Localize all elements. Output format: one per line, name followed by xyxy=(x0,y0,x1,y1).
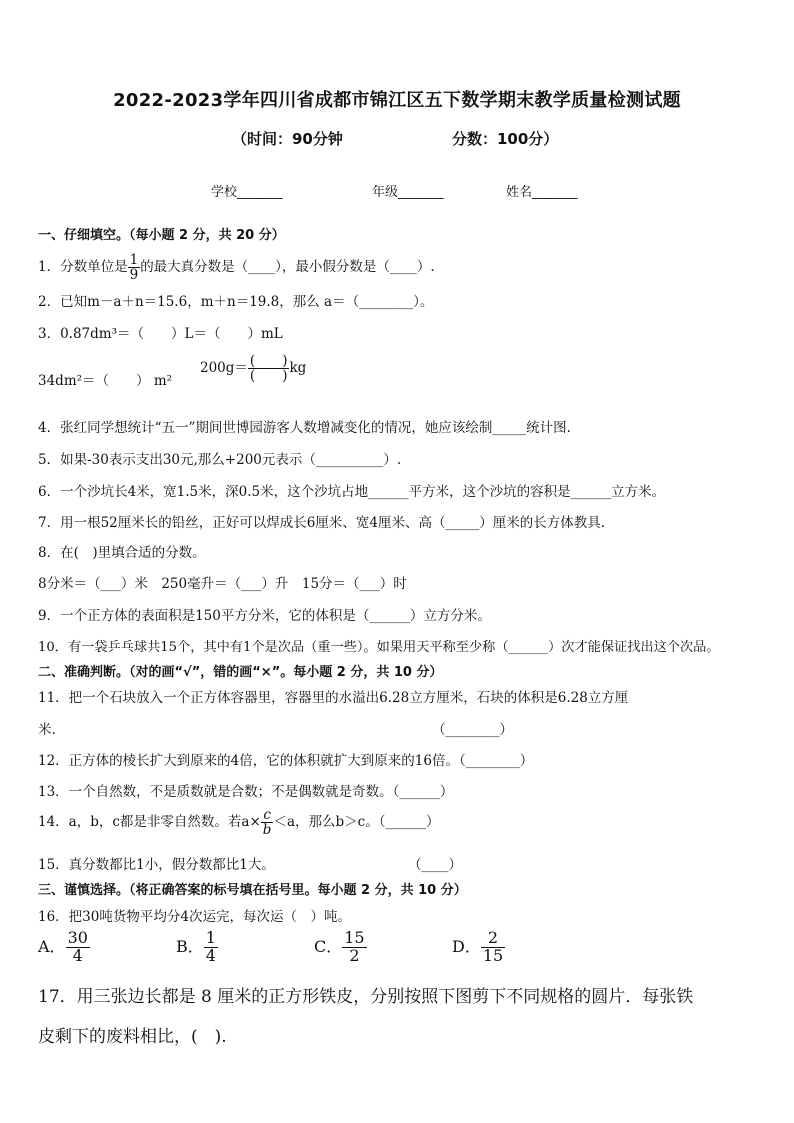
q16-option-b-letter: B． xyxy=(176,936,204,956)
question-4: 4．张红同学想统计“五一”期间世博园游客人数增减变化的情况，她应该绘制_____统计图. xyxy=(38,420,571,436)
q16-option-d-fraction xyxy=(481,930,505,965)
q16-option-a-den: 4 xyxy=(72,945,83,965)
question-11-answer: （________） xyxy=(432,722,513,738)
q1-fraction xyxy=(128,253,141,282)
question-9: 9．一个正方体的表面积是150平方分米，它的体积是（______）立方分米。 xyxy=(38,608,491,624)
q3b-unit: kg xyxy=(289,360,307,377)
section-1-heading: 一、仔细填空。（每小题 2 分，共 20 分） xyxy=(38,228,285,243)
q16-option-d-den: 15 xyxy=(482,945,504,965)
question-14 xyxy=(38,808,439,837)
q16-option-c-num: 15 xyxy=(344,928,365,947)
q16-option-b-fraction xyxy=(204,930,218,965)
exam-score: 分数：100分） xyxy=(452,130,559,148)
q16-option-c-letter: C． xyxy=(314,936,343,956)
question-12: 12．正方体的棱长扩大到原来的4倍，它的体积就扩大到原来的16倍。（________） xyxy=(38,753,534,769)
q16-option-d-num: 2 xyxy=(481,930,505,948)
q16-option-b xyxy=(176,930,218,965)
question-5: 5．如果-30表示支出30元,那么+200元表示（__________）. xyxy=(38,452,402,468)
question-8-items: 8分米＝（___）米 250毫升＝（___）升 15分＝（___）时 xyxy=(38,576,407,592)
q16-option-d-letter: D． xyxy=(452,936,481,956)
q1-text-a: 1．分数单位是 xyxy=(38,259,128,276)
question-3: 3．0.87dm³＝（ ）L＝（ ）mL xyxy=(38,326,283,342)
q3b-text: 200g＝ xyxy=(200,360,248,377)
exam-time: （时间：90分钟 xyxy=(232,130,343,148)
question-1 xyxy=(38,253,435,282)
q3b-fraction-num: ( ) xyxy=(249,353,288,369)
q3b-fraction xyxy=(248,354,290,383)
question-3-part-b: 34dm²＝（ ） m² xyxy=(38,373,173,389)
q14-fraction xyxy=(261,808,274,837)
question-15-answer: （____） xyxy=(408,857,462,873)
question-17-cont: 皮剩下的废料相比，( ). xyxy=(38,1027,227,1047)
section-3-heading: 三、谨慎选择。（将正确答案的标号填在括号里。每小题 2 分，共 10 分） xyxy=(38,883,467,898)
school-field: 学校_______ xyxy=(211,185,283,200)
q14-text-a: 14．a，b，c都是非零自然数。若a× xyxy=(38,814,261,831)
q16-option-c xyxy=(314,930,367,965)
q16-option-c-fraction xyxy=(342,930,366,965)
grade-field: 年级_______ xyxy=(372,185,444,200)
question-3-part-c xyxy=(200,354,306,383)
question-11: 11．把一个石块放入一个正方体容器里，容器里的水溢出6.28立方厘米，石块的体积是6.28立方厘 xyxy=(38,690,629,706)
q16-option-a-num: 30 xyxy=(67,928,88,947)
q14-fraction-den: b xyxy=(262,822,272,839)
q1-fraction-num: 1 xyxy=(129,252,139,268)
section-2-heading: 二、准确判断。（对的画“√”，错的画“×”。每小题 2 分，共 10 分） xyxy=(38,665,443,680)
question-10: 10．有一袋乒乓球共15个，其中有1个是次品（重一些）。如果用天平称至少称（______）次才能保证找出这个次品。 xyxy=(38,640,720,655)
q16-option-c-den: 2 xyxy=(349,945,360,965)
q14-text-b: ＜a，那么b＞c。（______） xyxy=(273,814,440,831)
q16-option-a-letter: A． xyxy=(38,936,66,956)
question-2: 2．已知m－a＋n＝15.6，m＋n＝19.8，那么 a＝（________）。 xyxy=(38,294,434,310)
question-13: 13．一个自然数，不是质数就是合数；不是偶数就是奇数。（______） xyxy=(38,784,454,800)
q16-option-a-fraction xyxy=(66,930,90,965)
question-11-cont: 米. xyxy=(38,722,56,738)
q16-option-b-num: 1 xyxy=(205,928,216,947)
question-7: 7．用一根52厘米长的铅丝，正好可以焊成长6厘米、宽4厘米、高（_____）厘米的长方体教具. xyxy=(38,515,605,531)
question-17: 17．用三张边长都是 8 厘米的正方形铁皮，分别按照下图剪下不同规格的圆片．每张铁 xyxy=(38,987,694,1007)
q16-option-d xyxy=(452,930,505,965)
question-15: 15．真分数都比1小，假分数都比1大。 xyxy=(38,857,275,873)
question-6: 6．一个沙坑长4米，宽1.5米，深0.5米，这个沙坑占地______平方米，这个沙坑的容积是______立方米。 xyxy=(38,484,666,500)
q16-option-a xyxy=(38,930,90,965)
q16-option-b-den: 4 xyxy=(205,945,216,965)
q1-fraction-den: 9 xyxy=(129,267,139,284)
name-field: 姓名_______ xyxy=(506,185,578,200)
q3b-fraction-den: ( ) xyxy=(249,368,288,385)
q14-fraction-num: c xyxy=(261,808,274,823)
q1-text-b: 的最大真分数是（____），最小假分数是（____）. xyxy=(140,259,435,276)
question-8: 8．在( )里填合适的分数。 xyxy=(38,545,206,561)
page-title: 2022-2023学年四川省成都市锦江区五下数学期末教学质量检测试题 xyxy=(113,90,681,111)
question-16: 16．把30吨货物平均分4次运完，每次运（ ）吨。 xyxy=(38,909,351,925)
